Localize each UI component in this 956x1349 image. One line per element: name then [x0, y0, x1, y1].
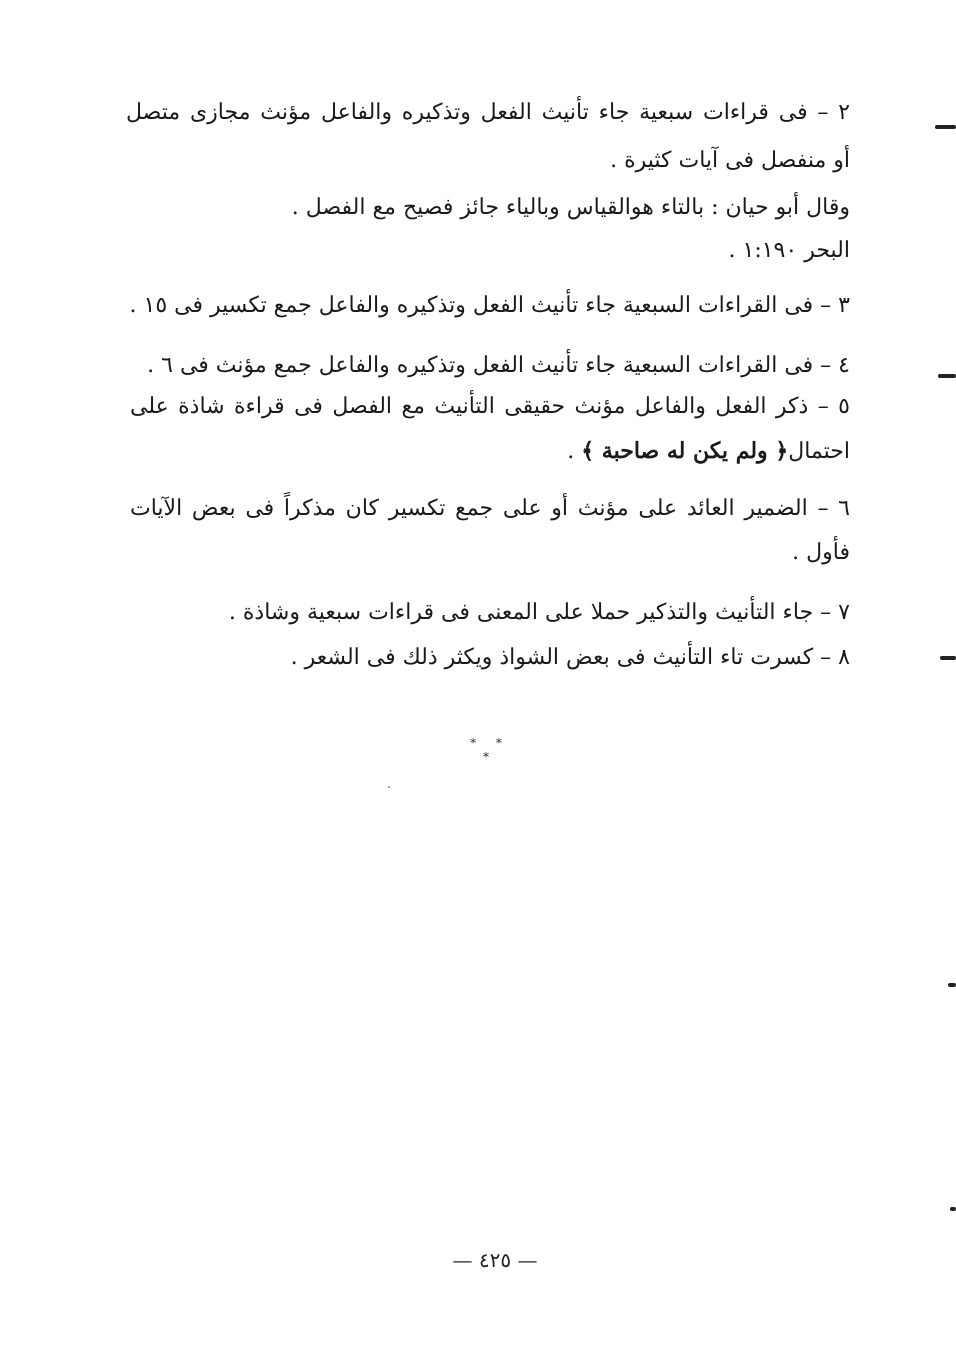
note-5-line-1: ٥ – ذكر الفعل والفاعل مؤنث حقيقى التأنيث مع الفصل فى قراءة شاذة على [130, 394, 850, 419]
note-8: ٨ – كسرت تاء التأنيث فى بعض الشواذ ويكثر ذلك فى الشعر . [290, 645, 850, 670]
note-5-suffix: . [567, 439, 582, 464]
quran-quote: ﴿ ولم يكن له صاحبة ﴾ [581, 438, 789, 464]
note-2-line-1: ٢ – فى قراءات سبعية جاء تأنيث الفعل وتذكيره والفاعل مؤنث مجازى متصل [126, 100, 850, 125]
note-6-line-2: فأول . [792, 540, 850, 565]
note-2-line-2: أو منفصل فى آيات كثيرة . [610, 148, 850, 173]
note-5-prefix: احتمال [788, 439, 850, 464]
note-6-line-1: ٦ – الضمير العائد على مؤنث أو على جمع تكسير كان مذكراً فى بعض الآيات [130, 496, 850, 521]
note-5-line-2 [567, 436, 850, 467]
note-2-source: البحر ١:١٩٠ . [728, 238, 850, 263]
scan-mark [938, 374, 956, 378]
scan-mark [950, 1207, 956, 1211]
note-7: ٧ – جاء التأنيث والتذكير حملا على المعنى فى قراءات سبعية وشاذة . [228, 600, 850, 625]
page-number: — ٤٢٥ — [452, 1248, 538, 1272]
scan-mark [940, 656, 956, 660]
note-2-line-3: وقال أبو حيان : بالتاء هوالقياس وبالياء جائز فصيح مع الفصل . [291, 195, 850, 220]
scan-mark [935, 125, 956, 129]
section-separator: * * * [470, 736, 510, 764]
note-3: ٣ – فى القراءات السبعية جاء تأنيث الفعل وتذكيره والفاعل جمع تكسير فى ١٥ . [129, 293, 850, 318]
scan-mark [948, 983, 956, 987]
scan-speck [388, 786, 390, 788]
note-4: ٤ – فى القراءات السبعية جاء تأنيث الفعل وتذكيره والفاعل جمع مؤنث فى ٦ . [147, 353, 850, 378]
